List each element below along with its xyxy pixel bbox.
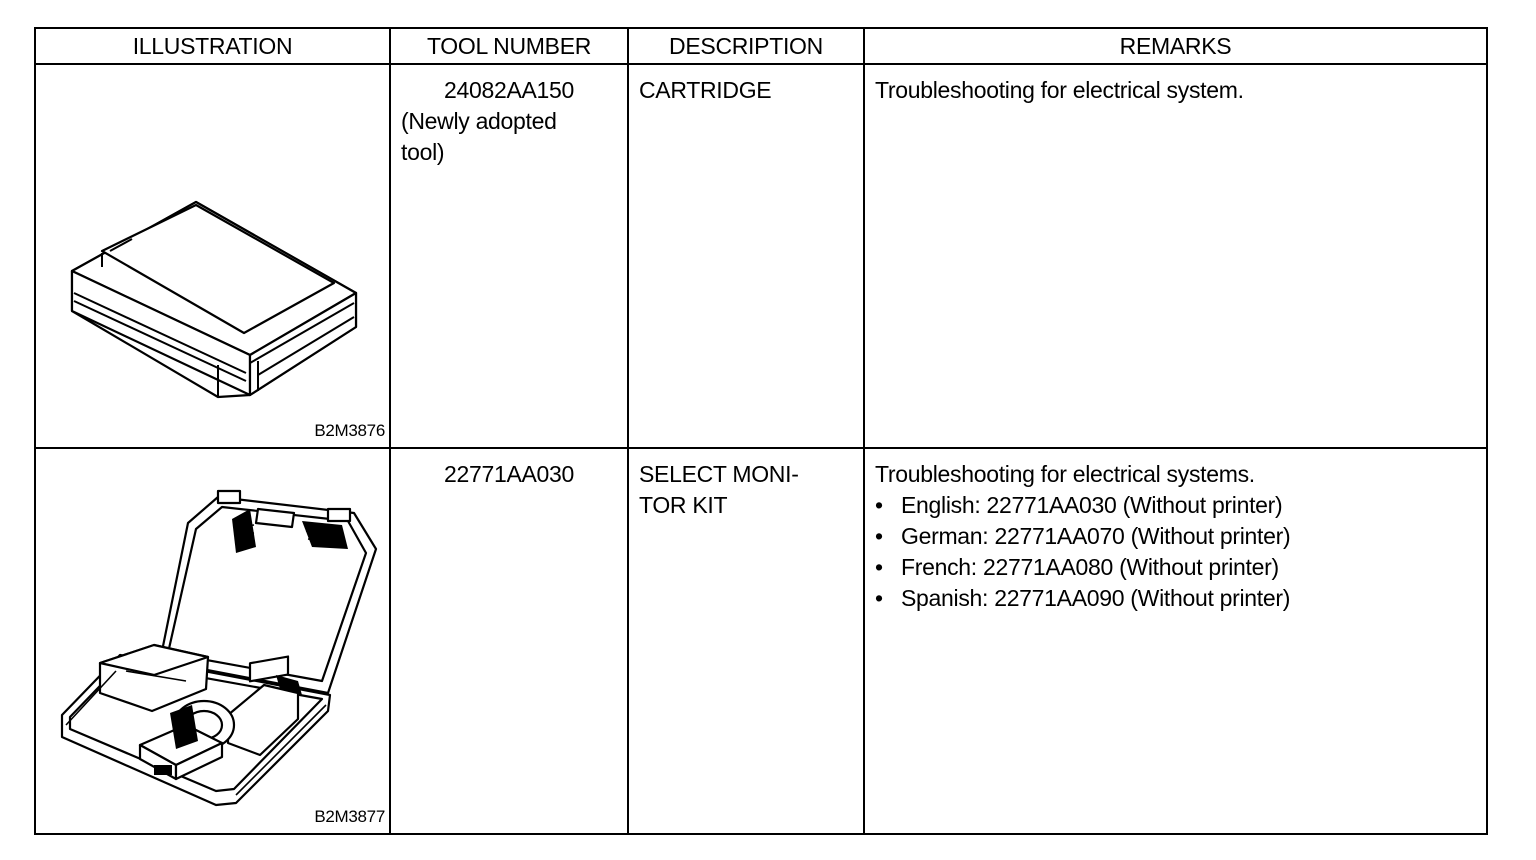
table-row — [35, 448, 1487, 834]
description-line-2: TOR KIT — [639, 492, 728, 518]
remarks-text: Troubleshooting for electrical system. — [875, 77, 1244, 103]
illustration-code: B2M3876 — [314, 421, 385, 440]
tool-note-line-2: tool) — [401, 139, 445, 165]
tool-note-line-1: (Newly adopted — [401, 108, 557, 134]
special-tools-table — [34, 27, 1488, 835]
header-illustration: ILLUSTRATION — [35, 28, 390, 64]
remarks-cell — [864, 64, 1487, 448]
illustration-cell — [35, 448, 390, 834]
description-cell — [628, 64, 864, 448]
description-cell — [628, 448, 864, 834]
tool-number-cell — [390, 448, 628, 834]
tool-number-cell — [390, 64, 628, 448]
list-item: • English: 22771AA030 (Without printer) — [875, 490, 1476, 521]
list-item: • French: 22771AA080 (Without printer) — [875, 552, 1476, 583]
cartridge-illustration-icon — [36, 65, 389, 445]
header-tool-number: TOOL NUMBER — [390, 28, 628, 64]
list-item: • Spanish: 22771AA090 (Without printer) — [875, 583, 1476, 614]
tool-number: 24082AA150 — [443, 77, 574, 103]
description-line-1: SELECT MONI- — [639, 461, 799, 487]
header-description: DESCRIPTION — [628, 28, 864, 64]
description-text: CARTRIDGE — [639, 77, 772, 103]
header-remarks: REMARKS — [864, 28, 1487, 64]
list-item: • German: 22771AA070 (Without printer) — [875, 521, 1476, 552]
select-monitor-kit-case-icon — [36, 449, 389, 831]
remarks-cell — [864, 448, 1487, 834]
remarks-list — [875, 490, 1476, 614]
table-row — [35, 64, 1487, 448]
tool-number: 22771AA030 — [443, 461, 574, 487]
remarks-text: Troubleshooting for electrical systems. — [875, 461, 1255, 487]
header-row — [35, 28, 1487, 64]
illustration-cell — [35, 64, 390, 448]
illustration-code: B2M3877 — [314, 807, 385, 826]
